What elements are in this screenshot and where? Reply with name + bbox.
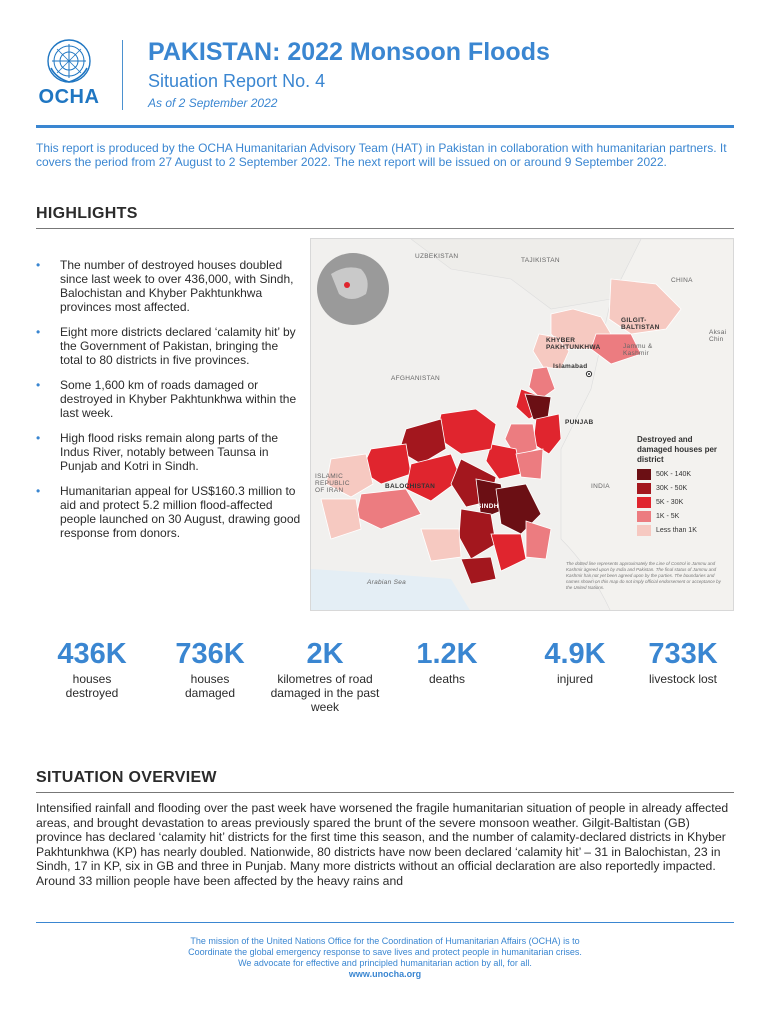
map-label-kp: KHYBER PAKHTUNKHWA: [546, 337, 601, 351]
list-item: • High flood risks remain along parts of the Indus River, notably between Taunsa in Punjab and Kotri in Sindh.: [36, 431, 304, 473]
stat-livestock-lost: 733K livestock lost: [648, 638, 718, 686]
footer-website-link[interactable]: www.unocha.org: [348, 969, 422, 979]
map-disclaimer: The dotted line represents approximately the Line of Control in Jammu and Kashmir agreed upon by India and Pakistan. The final status of Jammu and Kashmir has not yet been agreed upon by the parties. The boundaries and names shown on this map do not imply official endorsement or acceptance by the United Nations.: [566, 561, 721, 590]
legend-item: 30K - 50K: [637, 483, 729, 494]
overview-rule: [36, 792, 734, 793]
legend-item: 5K - 30K: [637, 497, 729, 508]
footer-mission-line: Coordinate the global emergency response to save lives and protect people in humanitarian crises.: [188, 947, 582, 957]
intro-paragraph: This report is produced by the OCHA Humanitarian Advisory Team (HAT) in Pakistan in collaboration with humanitarian partners. It covers the period from 27 August to 2 September 2022. The next report will be issued on or around 9 September 2022.: [36, 141, 727, 169]
footer: [36, 936, 734, 980]
map-label-uzbekistan: UZBEKISTAN: [415, 253, 459, 260]
footer-mission-line: We advocate for effective and principled humanitarian action by all, for all.: [238, 958, 532, 968]
ocha-logo: [34, 38, 104, 109]
stat-houses-destroyed: 436K houses destroyed: [57, 638, 127, 700]
key-figures: [36, 638, 734, 718]
header-rule: [36, 125, 734, 128]
map-label-islamabad: Islamabad: [553, 363, 588, 370]
report-subtitle: Situation Report No. 4: [148, 71, 326, 91]
list-item: • The number of destroyed houses doubled since last week to over 436,000, with Sindh, Balochistan and Khyber Pakhtunkhwa provinces most affected.: [36, 258, 304, 314]
un-emblem-icon: [46, 38, 92, 84]
stat-deaths: 1.2K deaths: [416, 638, 478, 686]
map-label-punjab: PUNJAB: [565, 419, 594, 426]
map-label-india: INDIA: [591, 483, 610, 490]
legend-swatch: [637, 511, 651, 522]
overview-heading: SITUATION OVERVIEW: [36, 769, 217, 786]
legend-swatch: [637, 525, 651, 536]
map-label-china: CHINA: [671, 277, 693, 284]
map-label-tajikistan: TAJIKISTAN: [521, 257, 560, 264]
map-label-aksai: Aksai Chin: [709, 329, 727, 343]
map-label-gilgit: GILGIT-BALTISTAN: [621, 317, 660, 331]
map-label-afghanistan: AFGHANISTAN: [391, 375, 441, 382]
report-date: As of 2 September 2022: [148, 96, 278, 110]
highlights-list: [36, 258, 304, 551]
org-name: OCHA: [38, 86, 100, 108]
header-divider: [122, 40, 123, 110]
page-title: PAKISTAN: 2022 Monsoon Floods: [148, 38, 550, 66]
footer-rule: [36, 922, 734, 923]
map-label-sea: Arabian Sea: [367, 579, 407, 586]
list-item: • Some 1,600 km of roads damaged or destroyed in Khyber Pakhtunkhwa within the last week.: [36, 378, 304, 420]
stat-injured: 4.9K injured: [544, 638, 606, 686]
legend-swatch: [637, 497, 651, 508]
flood-impact-map: [310, 238, 734, 611]
legend-item: 1K - 5K: [637, 511, 729, 522]
legend-item: Less than 1K: [637, 525, 729, 536]
map-label-balochistan: BALOCHISTAN: [385, 483, 436, 490]
list-item: • Eight more districts declared ‘calamity hit’ by the Government of Pakistan, bringing the total to 80 districts in five provinces.: [36, 325, 304, 367]
map-legend: [637, 435, 729, 539]
highlights-rule: [36, 228, 734, 229]
legend-swatch: [637, 469, 651, 480]
legend-swatch: [637, 483, 651, 494]
list-item: • Humanitarian appeal for US$160.3 million to aid and protect 5.2 million flood-affected people launched on 30 August, drawing good response from donors.: [36, 484, 304, 540]
stat-road-damaged: 2K kilometres of road damaged in the past week: [270, 638, 380, 714]
footer-mission-line: The mission of the United Nations Office for the Coordination of Humanitarian Affairs (OCHA) is to: [190, 936, 580, 946]
highlights-heading: HIGHLIGHTS: [36, 205, 138, 222]
map-label-iran: ISLAMIC REPUBLIC OF IRAN: [315, 473, 350, 494]
map-label-sindh: SINDH: [477, 503, 499, 510]
stat-houses-damaged: 736K houses damaged: [175, 638, 245, 700]
legend-item: 50K - 140K: [637, 469, 729, 480]
overview-paragraph: Intensified rainfall and flooding over the past week have worsened the fragile humanitarian situation of people in already affected areas, and brought devastation to areas previously spared the brunt of the severe monsoon weather. Gilgit-Baltistan (GB) province has declared ‘calamity hit’ districts for the first time this season, and the number of calamity-declared districts in Khyber Pakhtunkhwa (KP) has nearly doubled. Nationwide, 80 districts have now been declared ‘calamity hit’ – 31 in Balochistan, 23 in Sindh, 17 in KP, six in GB and three in Punjab. Many more districts without an official declaration are also reportedly impacted. Around 33 million people have been affected by the heavy rains and: [36, 801, 729, 888]
legend-title: Destroyed and damaged houses per district: [637, 435, 718, 464]
map-graphic: [311, 239, 734, 611]
map-label-jammu: Jammu & Kashmir: [623, 343, 653, 357]
